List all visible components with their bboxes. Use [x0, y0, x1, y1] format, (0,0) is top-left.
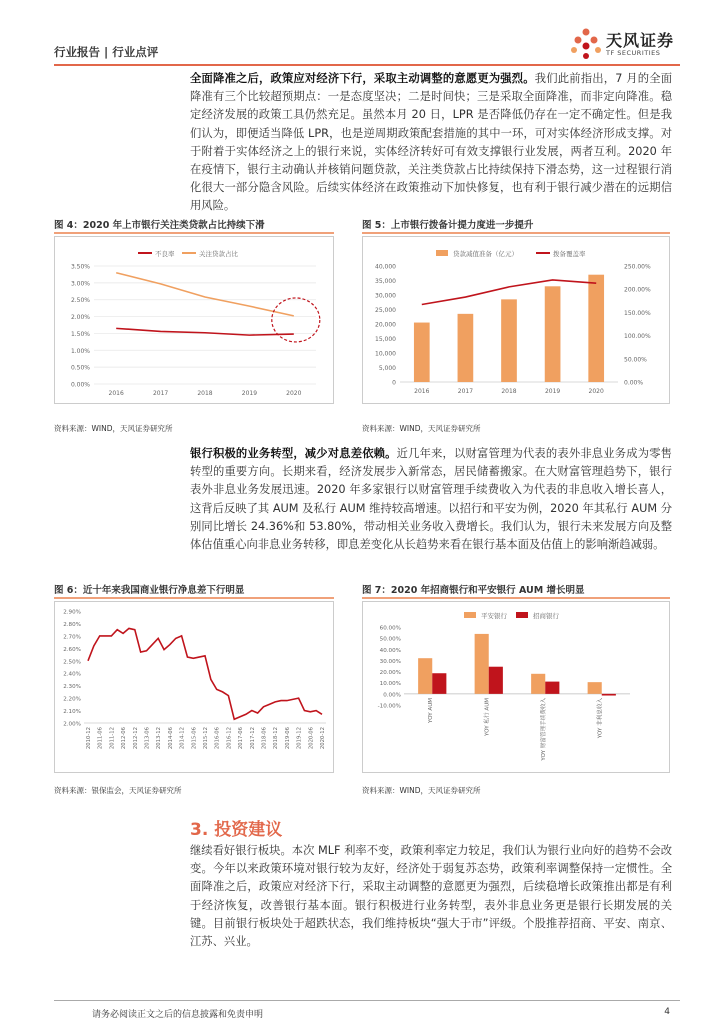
- section-title: 3. 投资建议: [190, 820, 283, 840]
- y-tick-label: 2.30%: [63, 684, 81, 691]
- y-tick-label: 2.20%: [63, 696, 81, 703]
- legend-swatch: [516, 612, 528, 618]
- legend-swatch: [464, 612, 476, 618]
- figure-5-rule: [362, 232, 670, 234]
- bar: [432, 673, 446, 694]
- bar: [602, 694, 616, 696]
- y-tick-label: 60.00%: [379, 625, 401, 632]
- figure-4-chart: [54, 236, 334, 404]
- logo-name-en: TF SECURITIES: [606, 49, 661, 57]
- x-tick-label: 2011-06: [97, 727, 104, 750]
- y-tick-label: 25,000: [375, 307, 396, 314]
- figure-5-chart: [362, 236, 670, 404]
- x-tick-label: 2016: [108, 390, 124, 397]
- chart-frame: [55, 237, 334, 404]
- x-tick-label: 2012-12: [132, 727, 139, 750]
- x-tick-label: YOY 私行 AUM: [484, 697, 491, 736]
- y-tick-label: 30,000: [375, 292, 396, 300]
- x-tick-label: 2011-12: [109, 727, 116, 750]
- figure-7-title: 图 7：2020 年招商银行和平安银行 AUM 增长明显: [362, 585, 585, 596]
- footer-disclaimer: 请务必阅读正文之后的信息披露和免责申明: [92, 1010, 264, 1020]
- y-tick-label: 0.50%: [70, 364, 90, 372]
- y-tick-label: 2.80%: [63, 621, 81, 628]
- y-tick-label: 2.50%: [70, 297, 90, 305]
- y2-tick-label: 150.00%: [624, 309, 651, 317]
- bar: [501, 299, 517, 382]
- x-tick-label: 2016-12: [226, 727, 233, 750]
- bar: [545, 286, 561, 382]
- figure-4-title: 图 4：2020 年上市银行关注类贷款占比持续下滑: [54, 220, 265, 231]
- y-tick-label: 40.00%: [379, 647, 401, 654]
- legend-swatch: [436, 250, 448, 256]
- figure-6-title: 图 6：近十年来我国商业银行净息差下行明显: [54, 585, 245, 596]
- paragraph-recommendation: 继续看好银行板块。本次 MLF 利率不变，政策利率定力较足，我们认为银行业向好的趋势不会改变。今年以来政策环境对银行较为友好，经济处于弱复苏态势，政策利率调整保持一定惯性。全面降准之后，政策应对经济下行，采取主动调整的意愿更为强烈，后续稳增长政策推出都是有利于经济恢复，改善银行基本面。银行积极进行业务转型，表外非息业务更是银行长期发展的关键。目前银行板块处于超跌状态，我们维持板块“强大于市”评级。个股推荐招商、平安、南京、江苏、兴业。: [190, 844, 672, 949]
- figure-4-source: 资料来源：WIND，天风证券研究所: [54, 424, 173, 433]
- x-tick-label: 2019-06: [284, 727, 291, 750]
- paragraph-body: 我们此前指出，7 月的全面降准有三个比较超预期点：一是态度坚决；二是时间快；三是采取全面降准，而非定向降准。稳定经济发展的政策工具仍然充足。虽然本月 20 日，LPR 是否降低仍存在一定不确定性。但是我们认为，即便适当降低 LPR，也是逆周期政策配套措施的其中一环，可对实体经济形成支撑。对于附着于实体经济之上的银行来说，实体经济转好可有效支撑银行业发展，两者互利。2020 年在疫情下，银行主动确认并核销问题贷款，关注类贷款占比持续保持下滑态势，这一过程银行消化很大一部分隐含风险。后续实体经济在政策推动下加快修复，也有利于银行减少潜在的远期信用风险。: [190, 72, 672, 213]
- y-tick-label: 2.60%: [63, 646, 81, 653]
- header-divider: [54, 64, 680, 66]
- figure-5-source: 资料来源：WIND，天风证券研究所: [362, 424, 481, 433]
- legend-label: 关注贷款占比: [199, 250, 238, 258]
- y-tick-label: 20,000: [375, 321, 396, 329]
- x-tick-label: 2020-06: [308, 727, 315, 750]
- paragraph-lead: 银行积极的业务转型，减少对息差依赖。: [190, 447, 397, 460]
- x-tick-label: 2019: [241, 390, 258, 397]
- y-tick-label: 2.40%: [63, 671, 81, 678]
- bar: [531, 674, 545, 694]
- x-tick-label: 2015-12: [203, 727, 209, 750]
- paragraph-body: 近几年来，以财富管理为代表的表外非息业务成为零售转型的重要方向。长期来看，经济发展步入新常态，居民储蓄搬家。在大财富管理趋势下，银行表外非息业务发展迅速。2020 年多家银行以财富管理手续费收入为代表的非息收入增长喜人，这背后反映了其 AUM 及私行 AUM 维持较高增速。以招行和平安为例，2020 年其私行 AUM 分别同比增长 24.36%和 53.80%，带动相关业务收入费增长。我们认为，银行未来发展方向及整体估值重心向非息业务转移，即息差变化从长趋势来看在银行基本面及估值上的影响渐趋减弱。: [190, 447, 672, 552]
- figure-7-chart: [362, 601, 670, 773]
- y-tick-label: 0.00%: [70, 381, 90, 389]
- y-tick-label: 50.00%: [379, 636, 401, 643]
- x-tick-label: 2017-12: [249, 727, 256, 750]
- bar: [414, 323, 430, 382]
- paragraph-transformation: [190, 445, 672, 554]
- y-tick-label: 2.00%: [70, 314, 90, 322]
- y-tick-label: 0: [392, 379, 396, 387]
- y-tick-label: 3.50%: [70, 263, 90, 271]
- x-tick-label: YOY 财富管理手续费收入: [541, 697, 548, 761]
- figure-4-rule: [54, 232, 334, 234]
- bar: [588, 275, 604, 382]
- legend-label: 不良率: [155, 250, 175, 258]
- x-tick-label: 2019-12: [296, 727, 303, 750]
- figure-5-title: 图 5：上市银行拨备计提力度进一步提升: [362, 220, 534, 231]
- paragraph-lead: 全面降准之后，政策应对经济下行，采取主动调整的意愿更为强烈。: [190, 72, 535, 85]
- x-tick-label: 2020: [588, 388, 604, 395]
- bar: [545, 682, 559, 694]
- x-tick-label: 2014-12: [179, 727, 186, 750]
- legend-label: 贷款减值准备（亿元）: [453, 250, 518, 258]
- x-tick-label: 2017: [457, 388, 474, 395]
- logo-name: 天风证券: [606, 31, 675, 50]
- figure-6-rule: [54, 597, 334, 599]
- legend-label: 招商银行: [533, 612, 559, 620]
- y-tick-label: 40,000: [375, 263, 396, 271]
- legend-label: 平安银行: [481, 612, 507, 620]
- y-tick-label: 20.00%: [379, 670, 401, 677]
- x-tick-label: 2018: [501, 388, 517, 395]
- chart-frame: [363, 602, 670, 773]
- paragraph-policy: [190, 70, 672, 216]
- x-tick-label: 2018-12: [273, 727, 280, 750]
- y2-tick-label: 100.00%: [624, 333, 651, 341]
- x-tick-label: 2010-12: [86, 727, 92, 750]
- y2-tick-label: 250.00%: [624, 263, 651, 271]
- y-tick-label: 3.00%: [70, 280, 90, 288]
- y-tick-label: 15,000: [375, 336, 396, 343]
- bar: [489, 667, 503, 694]
- y2-tick-label: 0.00%: [624, 379, 644, 387]
- x-tick-label: 2016-06: [214, 727, 221, 750]
- x-tick-label: 2013-06: [144, 727, 151, 750]
- footer-divider: [54, 1000, 680, 1001]
- y-tick-label: 1.50%: [70, 330, 90, 338]
- y-tick-label: 10,000: [375, 350, 396, 358]
- x-tick-label: 2018: [197, 390, 213, 397]
- y-tick-label: 2.50%: [63, 659, 81, 666]
- y-tick-label: 2.90%: [63, 609, 81, 616]
- x-tick-label: 2014-06: [167, 727, 174, 750]
- x-tick-label: 2019: [544, 388, 561, 395]
- x-tick-label: 2017: [152, 390, 169, 397]
- page-number: 4: [664, 1007, 670, 1017]
- x-tick-label: 2017-06: [238, 727, 245, 750]
- y-tick-label: 10.00%: [379, 681, 401, 688]
- figure-6-source: 资料来源：银保监会，天风证券研究所: [54, 786, 182, 795]
- x-tick-label: 2012-06: [121, 727, 128, 750]
- x-tick-label: YOY AUM: [428, 697, 435, 724]
- bar: [418, 658, 432, 694]
- figure-7-source: 资料来源：WIND，天风证券研究所: [362, 786, 481, 795]
- y-tick-label: 0.00%: [383, 692, 401, 699]
- x-tick-label: 2013-12: [156, 727, 163, 750]
- y2-tick-label: 50.00%: [624, 356, 647, 364]
- figure-7-rule: [362, 597, 670, 599]
- y2-tick-label: 200.00%: [624, 286, 651, 294]
- x-tick-label: YOY 非利息收入: [597, 697, 604, 739]
- figure-6-chart: [54, 601, 334, 773]
- legend-label: 拨备覆盖率: [553, 250, 586, 258]
- y-tick-label: 5,000: [378, 365, 396, 372]
- x-tick-label: 2020: [286, 390, 302, 397]
- y-tick-label: 2.70%: [63, 634, 81, 641]
- x-tick-label: 2018-06: [261, 727, 268, 750]
- bar: [475, 634, 489, 694]
- y-tick-label: -10.00%: [377, 703, 401, 710]
- x-tick-label: 2016: [414, 388, 430, 395]
- y-tick-label: 30.00%: [379, 658, 401, 665]
- x-tick-label: 2020-12: [320, 727, 326, 750]
- bar: [588, 682, 602, 694]
- x-tick-label: 2015-06: [191, 727, 198, 750]
- y-tick-label: 1.00%: [70, 347, 90, 355]
- header-category: 行业报告 | 行业点评: [54, 45, 159, 59]
- y-tick-label: 35,000: [375, 278, 396, 285]
- bar: [458, 314, 474, 382]
- y-tick-label: 2.10%: [63, 709, 81, 716]
- y-tick-label: 2.00%: [63, 721, 81, 728]
